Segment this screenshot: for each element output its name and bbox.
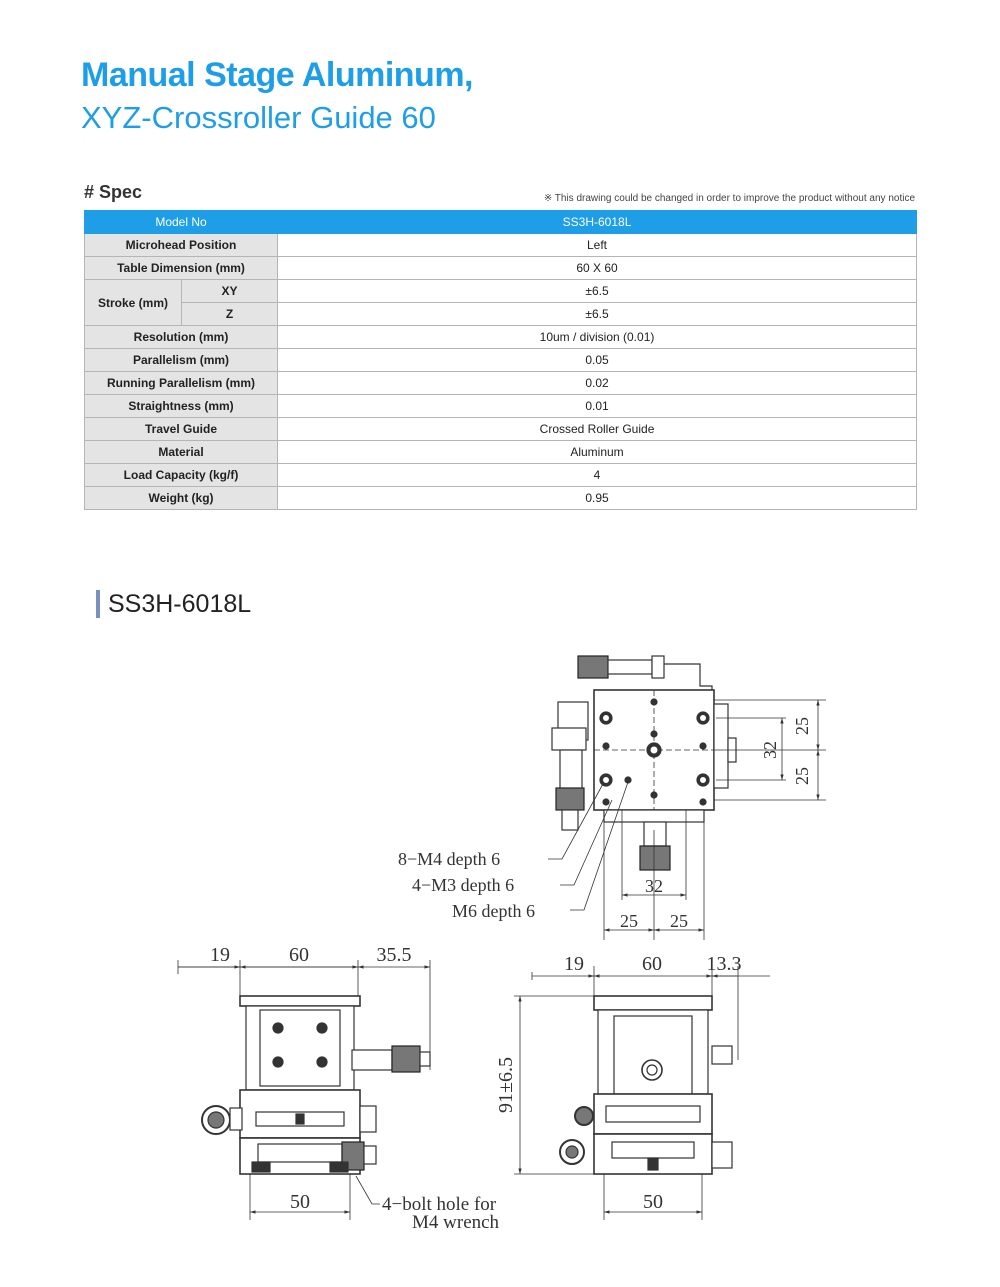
- header-label: Model No: [85, 211, 278, 234]
- top-dim-bottom-a: 25: [620, 911, 638, 931]
- table-row: [85, 303, 917, 326]
- row-value: ±6.5: [278, 280, 917, 303]
- side-view: [514, 966, 770, 1220]
- row-label: Table Dimension (mm): [85, 257, 278, 280]
- row-value: 60 X 60: [278, 257, 917, 280]
- row-label: Stroke (mm): [85, 280, 182, 326]
- row-value: 0.01: [278, 395, 917, 418]
- callout-m6-depth: M6 depth 6: [452, 901, 535, 921]
- table-row: [85, 280, 917, 303]
- front-callout-line1: 4−bolt hole for: [382, 1194, 497, 1215]
- top-dim-right-total: 32: [760, 741, 780, 759]
- page-title: Manual Stage Aluminum,: [81, 56, 474, 94]
- front-dim-right: 35.5: [376, 944, 412, 966]
- row-value: ±6.5: [278, 303, 917, 326]
- table-header-row: [85, 211, 917, 234]
- table-row: [85, 257, 917, 280]
- table-row: [85, 418, 917, 441]
- top-view: [548, 656, 826, 940]
- spec-table: [84, 210, 917, 510]
- section-title: SS3H-6018L: [96, 590, 251, 618]
- table-row: [85, 326, 917, 349]
- row-label: Microhead Position: [85, 234, 278, 257]
- table-row: [85, 487, 917, 510]
- top-dim-bottom-total: 32: [645, 876, 663, 896]
- front-view: [178, 960, 430, 1220]
- table-row: [85, 349, 917, 372]
- table-row: [85, 441, 917, 464]
- row-label: Travel Guide: [85, 418, 278, 441]
- callout-m3-depth: 4−M3 depth 6: [412, 875, 515, 895]
- row-label: Load Capacity (kg/f): [85, 464, 278, 487]
- row-sublabel: XY: [182, 280, 278, 303]
- row-label: Running Parallelism (mm): [85, 372, 278, 395]
- technical-drawing: [0, 630, 1000, 1260]
- top-dim-bottom-b: 25: [670, 911, 688, 931]
- front-dim-left: 19: [210, 944, 230, 966]
- top-dim-right-b: 25: [792, 767, 812, 785]
- row-label: Straightness (mm): [85, 395, 278, 418]
- top-dim-right-a: 25: [792, 717, 812, 735]
- side-dim-mid: 60: [642, 953, 662, 975]
- table-row: [85, 464, 917, 487]
- header-value: SS3H-6018L: [278, 211, 917, 234]
- row-value: Crossed Roller Guide: [278, 418, 917, 441]
- row-value: 10um / division (0.01): [278, 326, 917, 349]
- side-dim-left: 19: [564, 953, 584, 975]
- table-row: [85, 372, 917, 395]
- front-callout-line2: M4 wrench: [412, 1212, 500, 1233]
- row-value: 0.05: [278, 349, 917, 372]
- row-sublabel: Z: [182, 303, 278, 326]
- row-value: 4: [278, 464, 917, 487]
- spec-heading: # Spec: [84, 182, 143, 202]
- row-value: 0.02: [278, 372, 917, 395]
- side-dim-height: 91±6.5: [495, 1057, 517, 1113]
- spec-notice: ※ This drawing could be changed in order to improve the product without any notice: [543, 193, 915, 204]
- row-value: Aluminum: [278, 441, 917, 464]
- row-label: Resolution (mm): [85, 326, 278, 349]
- row-label: Weight (kg): [85, 487, 278, 510]
- side-dim-right: 13.3: [706, 953, 742, 975]
- row-label: Material: [85, 441, 278, 464]
- row-value: 0.95: [278, 487, 917, 510]
- row-value: Left: [278, 234, 917, 257]
- front-dim-mid: 60: [289, 944, 309, 966]
- row-label: Parallelism (mm): [85, 349, 278, 372]
- page-subtitle: XYZ-Crossroller Guide 60: [81, 100, 436, 135]
- side-dim-bottom: 50: [643, 1191, 663, 1213]
- table-row: [85, 234, 917, 257]
- table-row: [85, 395, 917, 418]
- front-dim-bottom: 50: [290, 1191, 310, 1213]
- callout-m4-depth: 8−M4 depth 6: [398, 849, 501, 869]
